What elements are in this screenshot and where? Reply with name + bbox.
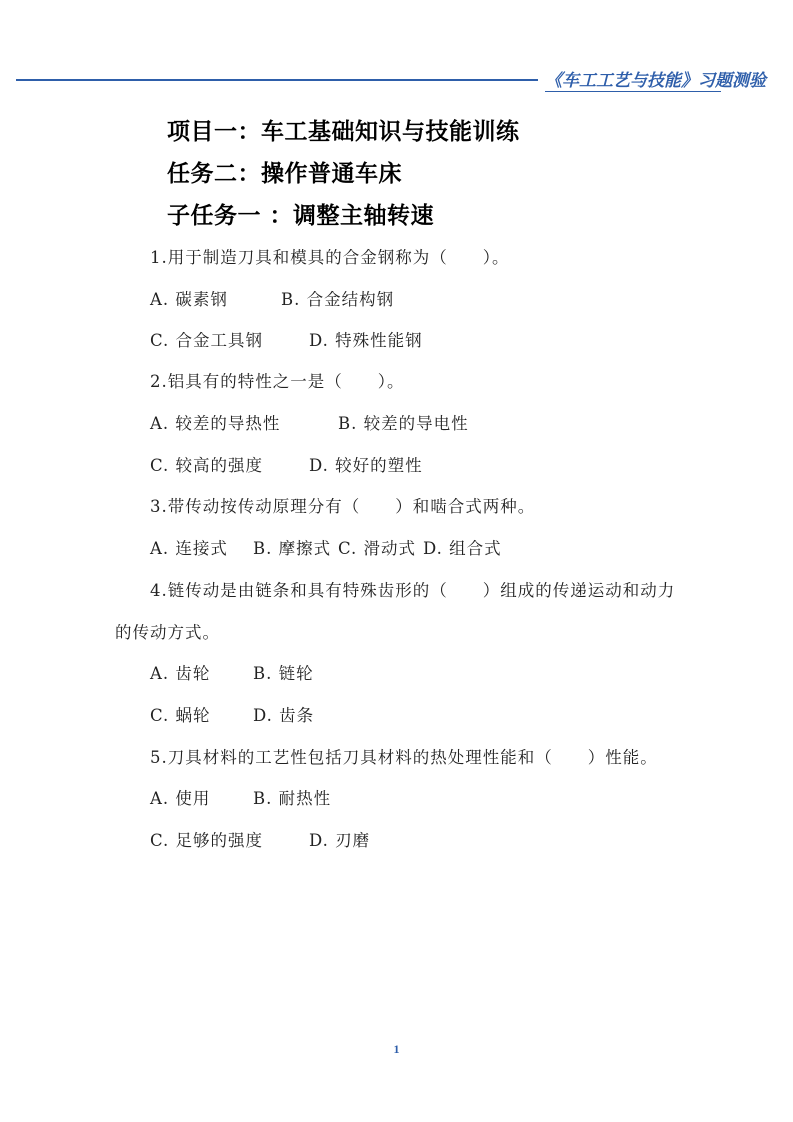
question-2-stem: 2.铝具有的特性之一是（ ）。: [150, 372, 405, 391]
question-1-option-c: C. 合金工具钢: [150, 331, 264, 350]
question-4-option-d: D. 齿条: [253, 706, 315, 725]
task-heading: 任务二：操作普通车床: [167, 161, 402, 187]
header-title: 《车工工艺与技能》习题测验: [545, 71, 766, 91]
question-3-stem: 3.带传动按传动原理分有（ ）和啮合式两种。: [150, 497, 536, 516]
question-2-options-row-1: [150, 410, 469, 434]
question-4-options-row-2: [150, 702, 314, 726]
question-2-options-row-2: [150, 452, 423, 476]
question-4-option-c: C. 蜗轮: [150, 706, 211, 725]
question-3-option-c: C. 滑动式: [338, 539, 417, 558]
subtask-heading: 子任务一 ：调整主轴转速: [167, 203, 435, 229]
question-4-stem-line-1: 4.链传动是由链条和具有特殊齿形的（ ）组成的传递运动和动力: [150, 581, 676, 600]
page-number: 1: [393, 1042, 400, 1056]
question-4-options-row-1: [150, 660, 314, 684]
question-5-option-d: D. 刃磨: [309, 831, 371, 850]
question-2-option-d: D. 较好的塑性: [309, 456, 423, 475]
question-5-options-row-2: [150, 827, 370, 851]
question-1-option-d: D. 特殊性能钢: [309, 331, 423, 350]
question-4-option-a: A. 齿轮: [150, 664, 211, 683]
question-5-option-c: C. 足够的强度: [150, 831, 264, 850]
question-2-option-c: C. 较高的强度: [150, 456, 264, 475]
question-1-option-a: A. 碳素钢: [150, 290, 228, 309]
question-1-options-row-1: [150, 286, 394, 310]
question-1-options-row-2: [150, 327, 423, 351]
question-3-option-b: B. 摩擦式: [253, 539, 332, 558]
question-1-option-b: B. 合金结构钢: [281, 290, 395, 309]
question-5-option-b: B. 耐热性: [253, 789, 332, 808]
question-3-option-a: A. 连接式: [150, 539, 228, 558]
question-3-options-row: [150, 535, 502, 559]
question-4-stem-line-2: 的传动方式。: [115, 623, 220, 642]
header-underline: [545, 91, 721, 92]
question-2-option-a: A. 较差的导热性: [150, 414, 281, 433]
question-4-option-b: B. 链轮: [253, 664, 314, 683]
question-1-stem: 1.用于制造刀具和模具的合金钢称为（ ）。: [150, 248, 510, 267]
question-5-option-a: A. 使用: [150, 789, 211, 808]
question-2-option-b: B. 较差的导电性: [338, 414, 469, 433]
question-5-stem: 5.刀具材料的工艺性包括刀具材料的热处理性能和（ ）性能。: [150, 748, 658, 767]
header-rule: [16, 79, 538, 81]
question-5-options-row-1: [150, 785, 331, 809]
question-3-option-d: D. 组合式: [423, 539, 502, 558]
project-heading: 项目一：车工基础知识与技能训练: [167, 119, 520, 145]
